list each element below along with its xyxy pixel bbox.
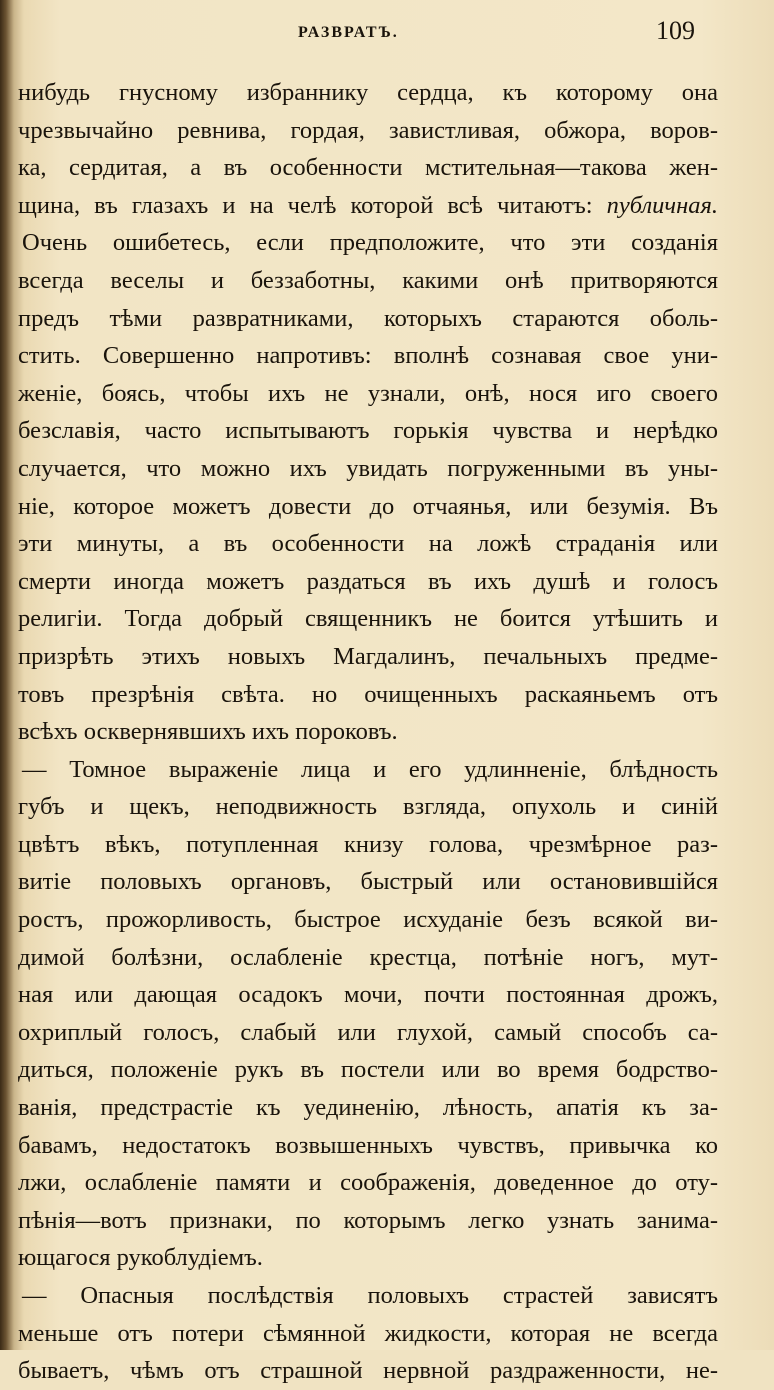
text-line: пѣнія—вотъ признаки, по которымъ легко узнать занима- (18, 1206, 718, 1234)
text-line: случается, что можно ихъ увидать погруженными въ уны- (18, 454, 718, 482)
text-line: лжи, ослабленіе памяти и соображенія, доведенное до оту- (18, 1169, 718, 1197)
text-line: охриплый голосъ, слабый или глухой, самый способъ са- (18, 1018, 718, 1046)
text-line: меньше отъ потери сѣмянной жидкости, которая не всегда (18, 1319, 718, 1347)
page-number: 109 (656, 16, 695, 45)
text-line: витіе половыхъ органовъ, быстрый или остановившійся (18, 868, 718, 896)
text-line: нибудь гнусному избраннику сердца, къ которому она (18, 79, 718, 106)
text-line: диться, положеніе рукъ въ постели или во время бодрство- (18, 1056, 718, 1084)
text-line: предъ тѣми развратниками, которыхъ стараются оболь- (18, 304, 718, 332)
italic-word: публичная. (606, 191, 718, 219)
text-line: ванія, предстрастіе къ уединенію, лѣность, апатія къ за- (18, 1094, 718, 1122)
text-line: ніе, которое можетъ довести до отчаянья, или безумія. Въ (18, 492, 718, 520)
text-line: бавамъ, недостатокъ возвышенныхъ чувствъ, привычка ко (18, 1131, 718, 1159)
text-line-start: щина, въ глазахъ и на челѣ которой всѣ читаютъ: (18, 191, 593, 219)
text-line: ющагося рукоблудіемъ. (18, 1244, 263, 1272)
text-line: Очень ошибетесь, если предположите, что эти созданія (22, 229, 718, 257)
text-line: губъ и щекъ, неподвижность взгляда, опухоль и синій (18, 793, 718, 821)
text-line: — Опасныя послѣдствія половыхъ страстей зависятъ (22, 1282, 718, 1309)
running-title: РАЗВРАТЪ. (298, 24, 399, 41)
text-line: религіи. Тогда добрый священникъ не боится утѣшить и (18, 605, 718, 633)
text-line: чрезвычайно ревнива, гордая, завистливая, обжора, воров- (18, 116, 718, 144)
text-line: всегда веселы и беззаботны, какими онѣ притворяются (18, 266, 718, 294)
text-line: ка, сердитая, а въ особенности мстительная—такова жен- (18, 154, 718, 182)
text-line: стить. Совершенно напротивъ: вполнѣ сознавая свое уни- (18, 342, 718, 370)
text-line: цвѣтъ вѣкъ, потупленная книзу голова, чрезмѣрное раз- (18, 830, 718, 858)
text-line: всѣхъ осквернявшихъ ихъ пороковъ. (18, 718, 398, 746)
text-line: ростъ, прожорливость, быстрое исхуданіе безъ всякой ви- (18, 906, 718, 934)
text-line: бываетъ, чѣмъ отъ страшной нервной раздраженности, не- (18, 1357, 718, 1385)
body-text (18, 74, 718, 1390)
text-line: эти минуты, а въ особенности на ложѣ страданія или (18, 530, 718, 558)
text-line: димой болѣзни, ослабленіе крестца, потѣніе ногъ, мут- (18, 943, 718, 971)
text-line: ная или дающая осадокъ мочи, почти постоянная дрожъ, (18, 981, 718, 1009)
text-line: смерти иногда можетъ раздаться въ ихъ душѣ и голосъ (18, 567, 718, 595)
text-line: женіе, боясь, чтобы ихъ не узнали, онѣ, нося иго своего (18, 379, 718, 407)
page-header (0, 14, 774, 54)
text-line: — Томное выраженіе лица и его удлинненіе, блѣдность (22, 755, 718, 783)
text-line: товъ презрѣнія свѣта. но очищенныхъ раскаяньемъ отъ (18, 680, 718, 708)
text-line-with-italic (18, 187, 718, 225)
text-line: безславія, часто испытываютъ горькія чувства и нерѣдко (18, 417, 718, 445)
text-line: призрѣть этихъ новыхъ Магдалинъ, печальныхъ предме- (18, 642, 718, 670)
